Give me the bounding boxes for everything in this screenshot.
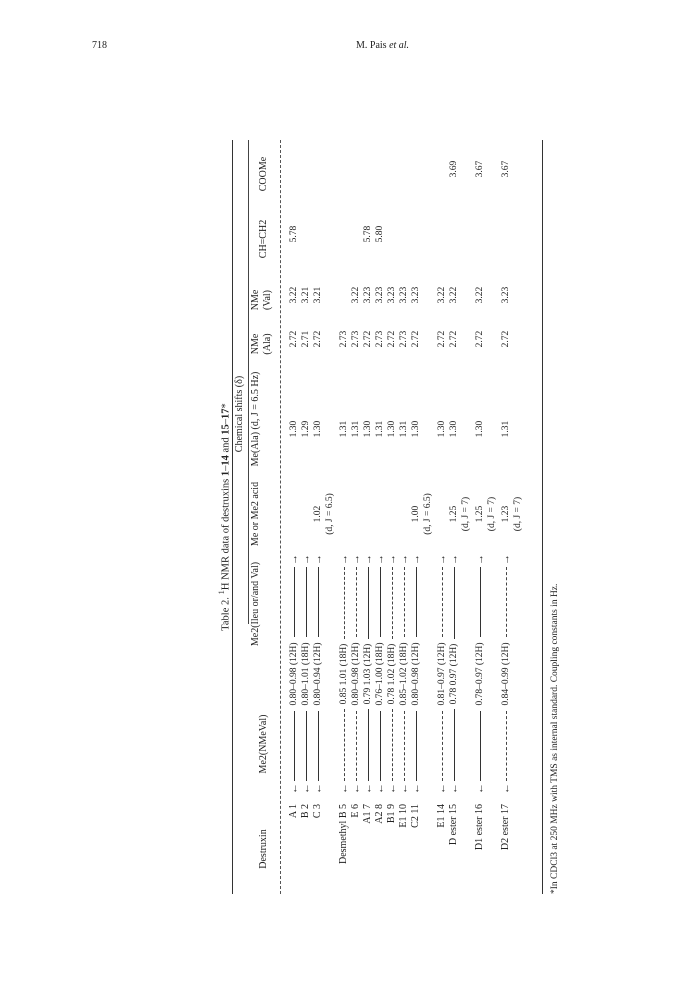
header-me2-nmeval: Me2(NMeVal) xyxy=(258,714,269,774)
span-arrow xyxy=(374,554,386,794)
cell-acid-note: (d, J = 7) xyxy=(487,496,497,532)
row-name: C 3 xyxy=(312,804,323,819)
cell-acid-note: (d, J = 7) xyxy=(461,496,471,532)
arrow-left-icon: ← xyxy=(386,783,398,794)
span-arrow xyxy=(300,554,312,794)
span-arrow xyxy=(386,554,398,794)
cell-ch-ch2: 5.78 xyxy=(363,225,373,243)
cell-nme-val: 3.23 xyxy=(387,286,397,304)
arrow-right-icon: → xyxy=(362,553,374,565)
cell-nme-ala: 2.71 xyxy=(301,330,311,348)
cell-nme-ala: 2.73 xyxy=(399,330,409,348)
span-arrow xyxy=(436,554,448,794)
cell-ch-ch2: 5.80 xyxy=(375,225,385,243)
arrow-left-icon: ← xyxy=(398,783,410,794)
arrow-left-icon: ← xyxy=(474,783,486,794)
cell-nme-ala: 2.72 xyxy=(475,330,485,348)
arrow-right-icon: → xyxy=(398,553,410,565)
span-value: 0.78–0.97 (12H) xyxy=(475,642,485,706)
cell-nme-val: 3.22 xyxy=(351,286,361,304)
group-header: Chemical shifts (δ) xyxy=(234,375,245,453)
cell-me-ala: 1.29 xyxy=(301,420,311,438)
arrow-left-icon: ← xyxy=(350,783,362,794)
span-value: 0.80–0.98 (12H) xyxy=(289,642,299,706)
cell-nme-ala: 2.72 xyxy=(501,330,511,348)
span-value: 0.79 1.03 (12H) xyxy=(363,643,373,705)
cell-nme-ala: 2.72 xyxy=(437,330,447,348)
header-me-ala: Me(Ala) (d, J = 6.5 Hz) xyxy=(250,371,261,467)
span-value: 0.85 1.01 (18H) xyxy=(339,643,349,705)
cell-nme-val: 3.22 xyxy=(437,286,447,304)
row-name: D ester 15 xyxy=(448,804,459,846)
cell-nme-val: 3.23 xyxy=(399,286,409,304)
cell-coome: 3.67 xyxy=(475,160,485,178)
header-nme-ala: NMe (Ala) xyxy=(250,333,273,355)
cell-nme-ala: 2.73 xyxy=(375,330,385,348)
arrow-left-icon: ← xyxy=(448,783,460,794)
cell-me-ala: 1.31 xyxy=(339,420,349,438)
cell-me-ala: 1.30 xyxy=(449,420,459,438)
cell-me-ala: 1.30 xyxy=(289,420,299,438)
arrow-right-icon: → xyxy=(474,553,486,565)
span-value: 0.76–1.00 (18H) xyxy=(375,642,385,706)
cell-me-ala: 1.30 xyxy=(437,420,447,438)
span-value: 0.78 1.02 (18H) xyxy=(387,643,397,705)
span-value: 0.80–1.01 (18H) xyxy=(301,642,311,706)
arrow-left-icon: ← xyxy=(312,783,324,794)
cell-nme-ala: 2.73 xyxy=(351,330,361,348)
row-name: C2 11 xyxy=(410,804,421,828)
cell-nme-val: 3.21 xyxy=(313,286,323,304)
arrow-right-icon: → xyxy=(410,553,422,565)
cell-nme-ala: 2.72 xyxy=(363,330,373,348)
span-value: 0.80–0.94 (12H) xyxy=(313,642,323,706)
cell-acid-note: (d, J = 7) xyxy=(513,496,523,532)
cell-acid: 1.02 xyxy=(313,505,323,523)
cell-nme-ala: 2.72 xyxy=(449,330,459,348)
span-value: 0.84–0.99 (12H) xyxy=(501,642,511,706)
cell-nme-ala: 2.72 xyxy=(387,330,397,348)
span-value: 0.81–0.97 (12H) xyxy=(437,642,447,706)
header-nme-val: NMe (Val) xyxy=(250,289,273,311)
cell-me-ala: 1.31 xyxy=(399,420,409,438)
cell-nme-val: 3.22 xyxy=(449,286,459,304)
cell-me-ala: 1.30 xyxy=(475,420,485,438)
cell-nme-val: 3.23 xyxy=(411,286,421,304)
arrow-right-icon: → xyxy=(300,553,312,565)
arrow-right-icon: → xyxy=(374,553,386,565)
arrow-right-icon: → xyxy=(338,553,350,565)
row-name: A1 7 xyxy=(362,804,373,824)
span-arrow xyxy=(448,554,460,794)
page-number: 718 xyxy=(92,40,107,51)
row-name: E 6 xyxy=(350,804,361,818)
cell-me-ala: 1.30 xyxy=(387,420,397,438)
cell-me-ala: 1.30 xyxy=(363,420,373,438)
cell-me-ala: 1.31 xyxy=(501,420,511,438)
cell-ch-ch2: 5.78 xyxy=(289,225,299,243)
row-name: D2 ester 17 xyxy=(500,804,511,851)
header-ch-ch2: CH=CH2 xyxy=(258,219,269,259)
span-value: 0.78 0.97 (12H) xyxy=(449,643,459,705)
arrow-right-icon: → xyxy=(288,553,300,565)
cell-nme-ala: 2.72 xyxy=(289,330,299,348)
arrow-left-icon: ← xyxy=(374,783,386,794)
row-name: B1 9 xyxy=(386,804,397,824)
cell-nme-val: 3.21 xyxy=(301,286,311,304)
cell-acid: 1.25 xyxy=(475,505,485,523)
header-destruxin: Destruxin xyxy=(258,829,269,869)
cell-nme-ala: 2.72 xyxy=(411,330,421,348)
header-me2-ileu-val: Me2(Ileu or/and Val) xyxy=(250,561,261,647)
row-name: Desmethyl B 5 xyxy=(338,804,349,864)
cell-me-ala: 1.30 xyxy=(313,420,323,438)
arrow-right-icon: → xyxy=(448,553,460,565)
table-caption: Table 2. $^1$H NMR data of destruxins 1–14 and 15–17* xyxy=(216,403,232,631)
span-arrow xyxy=(350,554,362,794)
header-rule xyxy=(280,140,281,894)
arrow-left-icon: ← xyxy=(300,783,312,794)
arrow-left-icon: ← xyxy=(410,783,422,794)
cell-me-ala: 1.31 xyxy=(375,420,385,438)
cell-acid: 1.25 xyxy=(449,505,459,523)
row-name: A2 8 xyxy=(374,804,385,824)
span-arrow xyxy=(500,554,512,794)
cell-nme-val: 3.22 xyxy=(475,286,485,304)
bottom-rule xyxy=(542,140,543,894)
span-arrow xyxy=(398,554,410,794)
arrow-left-icon: ← xyxy=(288,783,300,794)
running-head: M. Pais et al. xyxy=(356,40,410,51)
cell-acid: 1.23 xyxy=(501,505,511,523)
cell-me-ala: 1.31 xyxy=(351,420,361,438)
arrow-left-icon: ← xyxy=(338,783,350,794)
span-arrow xyxy=(474,554,486,794)
cell-acid: 1.00 xyxy=(411,505,421,523)
table-2 xyxy=(216,140,570,894)
cell-coome: 3.67 xyxy=(501,160,511,178)
span-value: 0.85–1.02 (18H) xyxy=(399,642,409,706)
span-arrow xyxy=(338,554,350,794)
arrow-left-icon: ← xyxy=(500,783,512,794)
arrow-left-icon: ← xyxy=(362,783,374,794)
cell-nme-ala: 2.72 xyxy=(313,330,323,348)
cell-me-ala: 1.30 xyxy=(411,420,421,438)
arrow-right-icon: → xyxy=(386,553,398,565)
cell-nme-val: 3.22 xyxy=(289,286,299,304)
span-arrow xyxy=(288,554,300,794)
row-name: B 2 xyxy=(300,804,311,819)
top-rule xyxy=(232,140,233,894)
arrow-left-icon: ← xyxy=(436,783,448,794)
header-coome: COOMe xyxy=(258,156,269,192)
cell-nme-ala: 2.73 xyxy=(339,330,349,348)
span-arrow xyxy=(362,554,374,794)
table-footnote: *In CDCl3 at 250 MHz with TMS as internal standard. Coupling constants in Hz. xyxy=(550,583,560,894)
span-arrow xyxy=(312,554,324,794)
cell-nme-val: 3.23 xyxy=(501,286,511,304)
cell-acid-note: (d, J = 6.5) xyxy=(325,493,335,535)
arrow-right-icon: → xyxy=(312,553,324,565)
row-name: E1 10 xyxy=(398,804,409,828)
arrow-right-icon: → xyxy=(436,553,448,565)
arrow-right-icon: → xyxy=(350,553,362,565)
cell-coome: 3.69 xyxy=(449,160,459,178)
group-rule xyxy=(248,140,249,624)
arrow-right-icon: → xyxy=(500,553,512,565)
span-value: 0.80–0.98 (12H) xyxy=(351,642,361,706)
span-arrow xyxy=(410,554,422,794)
cell-nme-val: 3.23 xyxy=(375,286,385,304)
row-name: D1 ester 16 xyxy=(474,804,485,851)
span-value: 0.80–0.98 (12H) xyxy=(411,642,421,706)
row-name: A 1 xyxy=(288,804,299,819)
row-name: E1 14 xyxy=(436,804,447,828)
header-me-acid: Me or Me2 acid xyxy=(250,481,261,547)
cell-nme-val: 3.23 xyxy=(363,286,373,304)
cell-acid-note: (d, J = 6.5) xyxy=(423,493,433,535)
